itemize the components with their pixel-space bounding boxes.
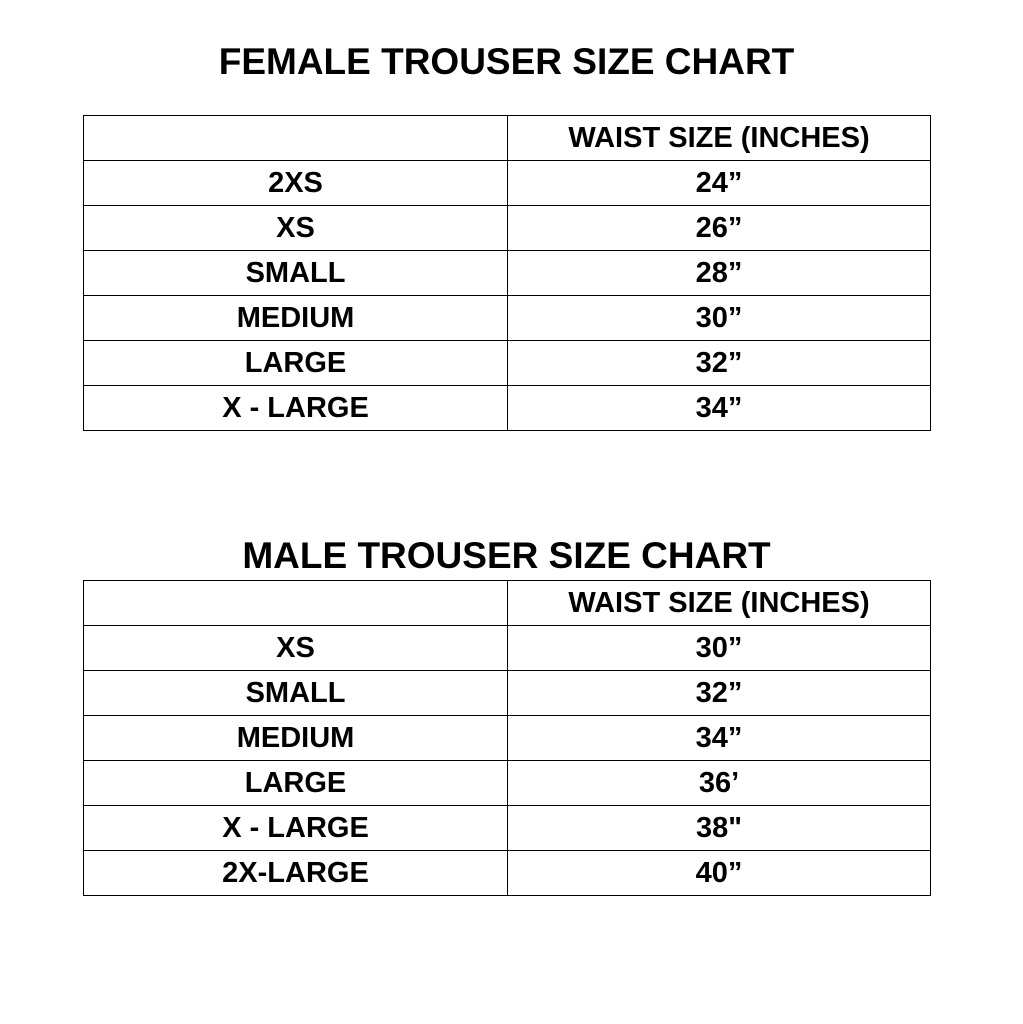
table-header-row: [84, 116, 931, 161]
size-cell: XS: [84, 206, 508, 251]
table-row: [84, 851, 931, 896]
size-cell: 2XS: [84, 161, 508, 206]
size-cell: MEDIUM: [84, 716, 508, 761]
table-row: [84, 296, 931, 341]
table-row: [84, 626, 931, 671]
table-row: [84, 341, 931, 386]
female-chart-title: FEMALE TROUSER SIZE CHART: [218, 41, 795, 82]
waist-cell: 34”: [508, 386, 931, 431]
size-cell: MEDIUM: [84, 296, 508, 341]
waist-cell: 32”: [508, 341, 931, 386]
table-row: [84, 761, 931, 806]
header-cell-size: [84, 116, 508, 161]
size-cell: XS: [84, 626, 508, 671]
header-cell-size: [84, 581, 508, 626]
size-cell: LARGE: [84, 341, 508, 386]
size-cell: X - LARGE: [84, 386, 508, 431]
waist-cell: 26”: [508, 206, 931, 251]
size-cell: SMALL: [84, 251, 508, 296]
waist-cell: 30”: [508, 296, 931, 341]
waist-cell: 34”: [508, 716, 931, 761]
table-row: [84, 671, 931, 716]
size-cell: X - LARGE: [84, 806, 508, 851]
waist-cell: 24”: [508, 161, 931, 206]
waist-cell: 30”: [508, 626, 931, 671]
table-row: [84, 206, 931, 251]
size-cell: LARGE: [84, 761, 508, 806]
male-size-table: [83, 580, 931, 896]
waist-cell: 40”: [508, 851, 931, 896]
female-size-table: [83, 115, 931, 431]
waist-cell: 36’: [508, 761, 931, 806]
table-row: [84, 251, 931, 296]
waist-cell: 32”: [508, 671, 931, 716]
table-row: [84, 161, 931, 206]
table-header-row: [84, 581, 931, 626]
size-cell: SMALL: [84, 671, 508, 716]
table-row: [84, 386, 931, 431]
header-cell-waist: WAIST SIZE (INCHES): [508, 581, 931, 626]
table-row: [84, 716, 931, 761]
waist-cell: 28”: [508, 251, 931, 296]
table-row: [84, 806, 931, 851]
header-cell-waist: WAIST SIZE (INCHES): [508, 116, 931, 161]
size-cell: 2X-LARGE: [84, 851, 508, 896]
male-chart-title: MALE TROUSER SIZE CHART: [242, 535, 771, 576]
waist-cell: 38": [508, 806, 931, 851]
